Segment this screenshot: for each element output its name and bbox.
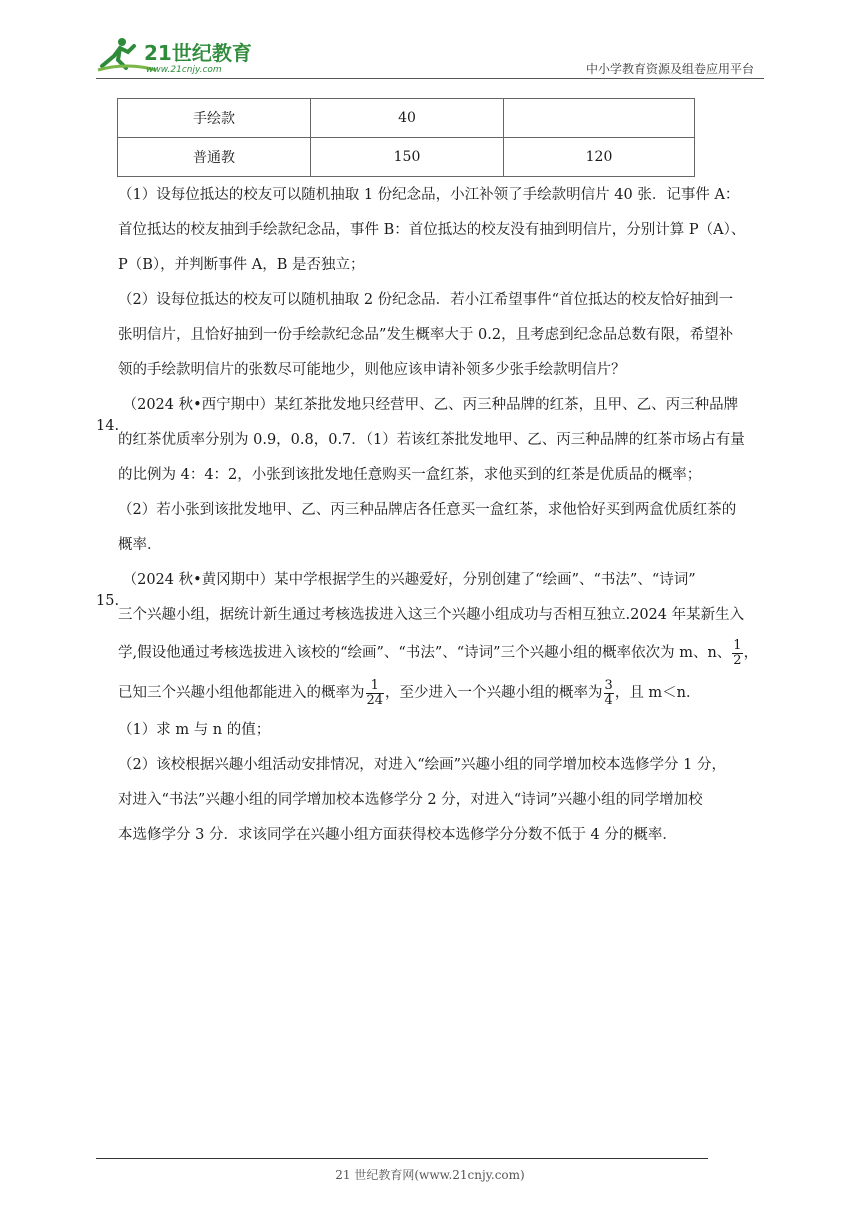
svg-text:www.21cnjy.com: www.21cnjy.com (146, 65, 222, 75)
text-line: （1）求 m 与 n 的值； (118, 722, 271, 738)
page-footer: 21 世纪教育网(www.21cnjy.com) (335, 1168, 525, 1182)
question-15 (96, 563, 768, 853)
text-line: 对进入“书法”兴趣小组的同学增加校本选修学分 2 分，对进入“诗词”兴趣小组的同学增加校 (118, 792, 703, 808)
question-14 (96, 388, 768, 563)
page-header (96, 36, 764, 80)
text-line: （2）该校根据兴趣小组活动安排情况，对进入“绘画”兴趣小组的同学增加校本选修学分 1 分， (118, 757, 726, 773)
table-cell (504, 99, 695, 138)
text-line: （1）设每位抵达的校友可以随机抽取 1 份纪念品，小江补领了手绘款明信片 40 张．记事件 A： (118, 187, 740, 203)
text-line: 已知三个兴趣小组他都能进入的概率为 $\frac{1}{24}$ ，至少进入一个兴趣小组的概率为 $\frac{3}{4}$ ，且 m＜n． (118, 677, 701, 708)
fraction-three-quarters: $\frac{3}{4}$ (604, 677, 613, 708)
site-logo (96, 36, 266, 76)
text-line: 张明信片，且恰好抽到一份手绘款纪念品”发生概率大于 0.2，且考虑到纪念品总数有限，希望补 (118, 327, 734, 343)
text-line: （2）若小张到该批发地甲、乙、丙三种品牌店各任意买一盒红茶，求他恰好买到两盒优质红茶的 (118, 502, 737, 518)
text-line: 15. （2024 秋•黄冈期中）某中学根据学生的兴趣爱好，分别创建了“绘画”、“书法”、“诗词” (96, 572, 696, 609)
table-row (118, 99, 695, 138)
text-line: P（B），并判断事件 A，B 是否独立； (118, 257, 365, 273)
footer-divider (96, 1158, 708, 1159)
header-divider (96, 78, 764, 79)
text-line: 学,假设他通过考核选拔进入该校的“绘画”、“书法”、“诗词”三个兴趣小组的概率依次为 m、n、 $\frac{1}{2}$ ， (118, 637, 759, 668)
table-cell: 普通教 (118, 138, 311, 177)
souvenir-table (117, 98, 695, 177)
text-line: 领的手绘款明信片的张数尽可能地少，则他应该申请补领多少张手绘款明信片？ (118, 362, 626, 378)
question-content (96, 178, 768, 853)
text-line: 本选修学分 3 分．求该同学在兴趣小组方面获得校本选修学分分数不低于 4 分的概率． (118, 827, 677, 843)
table-cell: 手绘款 (118, 99, 311, 138)
text-line: 三个兴趣小组，据统计新生通过考核选拔进入这三个兴趣小组成功与否相互独立.2024 年某新生入 (118, 607, 745, 623)
fraction-one-half: $\frac{1}{2}$ (733, 637, 742, 668)
svg-text:21世纪教育: 21世纪教育 (144, 41, 252, 65)
platform-name: 中小学教育资源及组卷应用平台 (585, 62, 754, 76)
table-cell: 120 (504, 138, 695, 177)
text-line: 14. （2024 秋•西宁期中）某红茶批发地只经营甲、乙、丙三种品牌的红茶，且甲、乙、丙三种品牌 (96, 397, 739, 434)
text-line: 概率． (118, 537, 162, 553)
table-cell: 150 (311, 138, 504, 177)
text-line: 的比例为 4：4：2，小张到该批发地任意购买一盒红茶，求他买到的红茶是优质品的概率； (118, 467, 702, 483)
text-line: 首位抵达的校友抽到手绘款纪念品，事件 B：首位抵达的校友没有抽到明信片，分别计算 P（A）、 (118, 222, 746, 238)
text-line: 的红茶优质率分别为 0.9，0.8，0.7．（1）若该红茶批发地甲、乙、丙三种品牌的红茶市场占有量 (118, 432, 745, 448)
fraction-one-24th: $\frac{1}{24}$ (366, 677, 384, 708)
table-cell: 40 (311, 99, 504, 138)
table-row (118, 138, 695, 177)
text-line: （2）设每位抵达的校友可以随机抽取 2 份纪念品．若小江希望事件“首位抵达的校友恰好抽到一 (118, 292, 734, 308)
question-13 (118, 178, 768, 388)
